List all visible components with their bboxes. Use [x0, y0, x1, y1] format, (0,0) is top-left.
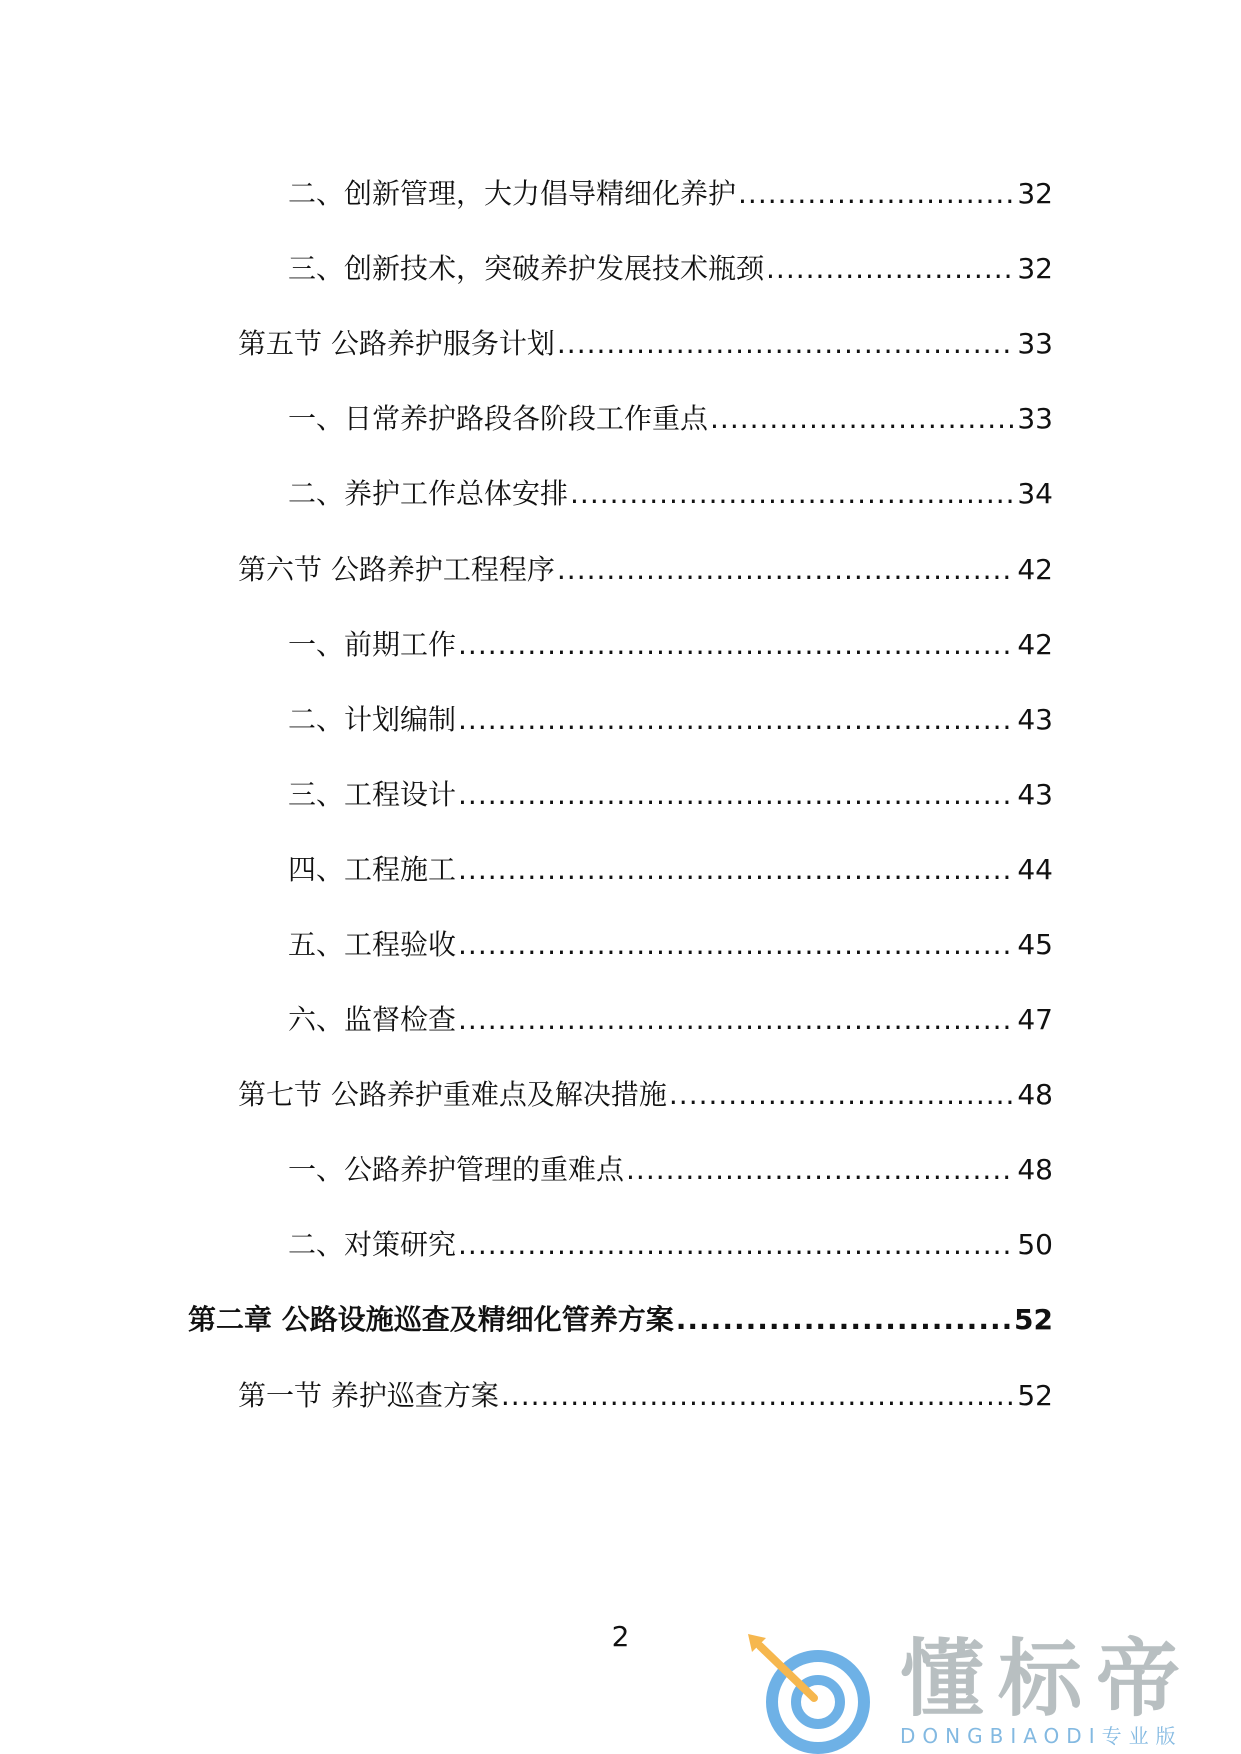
- toc-entry[interactable]: [288, 474, 1053, 514]
- watermark-subtitle: DONGBIAODI专业版: [900, 1724, 1183, 1748]
- toc-entry-page: 43: [1017, 778, 1053, 811]
- toc-entry[interactable]: [288, 850, 1053, 890]
- toc-entry-title: 五、工程验收: [288, 928, 457, 961]
- toc-leader-dots: [458, 1225, 1015, 1265]
- toc-entry[interactable]: [288, 625, 1053, 665]
- toc-entry-title: 二、对策研究: [288, 1228, 457, 1261]
- toc-leader-dots: [669, 1075, 1015, 1115]
- toc-leader-dots: [458, 1000, 1015, 1040]
- toc-leader-dots: [710, 399, 1015, 439]
- toc-entry[interactable]: [288, 1150, 1053, 1190]
- toc-entry-title: 三、工程设计: [288, 778, 457, 811]
- toc-entry-title: 第六节 公路养护工程程序: [238, 553, 555, 586]
- toc-entry-page: 32: [1017, 252, 1053, 285]
- toc-entry-title: 第二章 公路设施巡查及精细化管养方案: [188, 1303, 674, 1336]
- toc-entry[interactable]: [288, 1225, 1053, 1265]
- toc-leader-dots: [458, 625, 1015, 665]
- toc-entry-title: 第五节 公路养护服务计划: [238, 327, 555, 360]
- toc-entry-page: 52: [1014, 1303, 1053, 1336]
- toc-entry-title: 第一节 养护巡查方案: [238, 1379, 499, 1412]
- watermark-logo: [740, 1630, 1220, 1754]
- toc-entry-title: 四、工程施工: [288, 853, 457, 886]
- toc-entry[interactable]: [288, 174, 1053, 214]
- toc-entry[interactable]: [288, 700, 1053, 740]
- toc-entry-page: 33: [1017, 402, 1053, 435]
- toc-entry-page: 45: [1017, 928, 1053, 961]
- toc-entry-title: 一、前期工作: [288, 628, 457, 661]
- toc-entry[interactable]: [238, 324, 1053, 364]
- toc-entry[interactable]: [288, 925, 1053, 965]
- toc-entry-page: 32: [1017, 177, 1053, 210]
- toc-entry[interactable]: [288, 399, 1053, 439]
- toc-entry-page: 52: [1017, 1379, 1053, 1412]
- toc-entry-title: 第七节 公路养护重难点及解决措施: [238, 1078, 667, 1111]
- toc-entry-title: 六、监督检查: [288, 1003, 457, 1036]
- toc-leader-dots: [738, 174, 1015, 214]
- toc-entry-title: 三、创新技术，突破养护发展技术瓶颈: [288, 252, 765, 285]
- toc-entry-page: 44: [1017, 853, 1053, 886]
- toc-leader-dots: [458, 925, 1015, 965]
- toc-leader-dots: [557, 324, 1015, 364]
- toc-entry-page: 34: [1017, 477, 1053, 510]
- toc-leader-dots: [458, 850, 1015, 890]
- toc-entry[interactable]: [288, 1000, 1053, 1040]
- toc-entry-page: 42: [1017, 553, 1053, 586]
- toc-entry-chapter[interactable]: [188, 1300, 1053, 1340]
- target-dart-icon: [740, 1630, 890, 1754]
- toc-entry-page: 48: [1017, 1153, 1053, 1186]
- toc-entry-title: 二、创新管理，大力倡导精细化养护: [288, 177, 737, 210]
- toc-entry-title: 一、公路养护管理的重难点: [288, 1153, 625, 1186]
- toc-entry-title: 二、计划编制: [288, 703, 457, 736]
- watermark-brand: 懂标帝: [900, 1630, 1195, 1728]
- toc-entry[interactable]: [238, 1376, 1053, 1416]
- toc-leader-dots: [501, 1376, 1015, 1416]
- toc-entry-page: 47: [1017, 1003, 1053, 1036]
- toc-leader-dots: [766, 249, 1015, 289]
- toc-entry-page: 33: [1017, 327, 1053, 360]
- toc-leader-dots: [458, 700, 1015, 740]
- toc-leader-dots: [570, 474, 1015, 514]
- toc-entry-page: 48: [1017, 1078, 1053, 1111]
- toc-entry-title: 一、日常养护路段各阶段工作重点: [288, 402, 709, 435]
- toc-leader-dots: [557, 550, 1015, 590]
- page-number: 2: [611, 1620, 630, 1653]
- toc-leader-dots: [626, 1150, 1015, 1190]
- toc-entry-title: 二、养护工作总体安排: [288, 477, 569, 510]
- toc-leader-dots: [458, 775, 1015, 815]
- toc-entry[interactable]: [238, 1075, 1053, 1115]
- toc-entry-page: 50: [1017, 1228, 1053, 1261]
- toc-leader-dots: [676, 1300, 1012, 1340]
- toc-entry[interactable]: [238, 550, 1053, 590]
- toc-entry[interactable]: [288, 249, 1053, 289]
- toc-entry[interactable]: [288, 775, 1053, 815]
- toc-entry-page: 43: [1017, 703, 1053, 736]
- toc-entry-page: 42: [1017, 628, 1053, 661]
